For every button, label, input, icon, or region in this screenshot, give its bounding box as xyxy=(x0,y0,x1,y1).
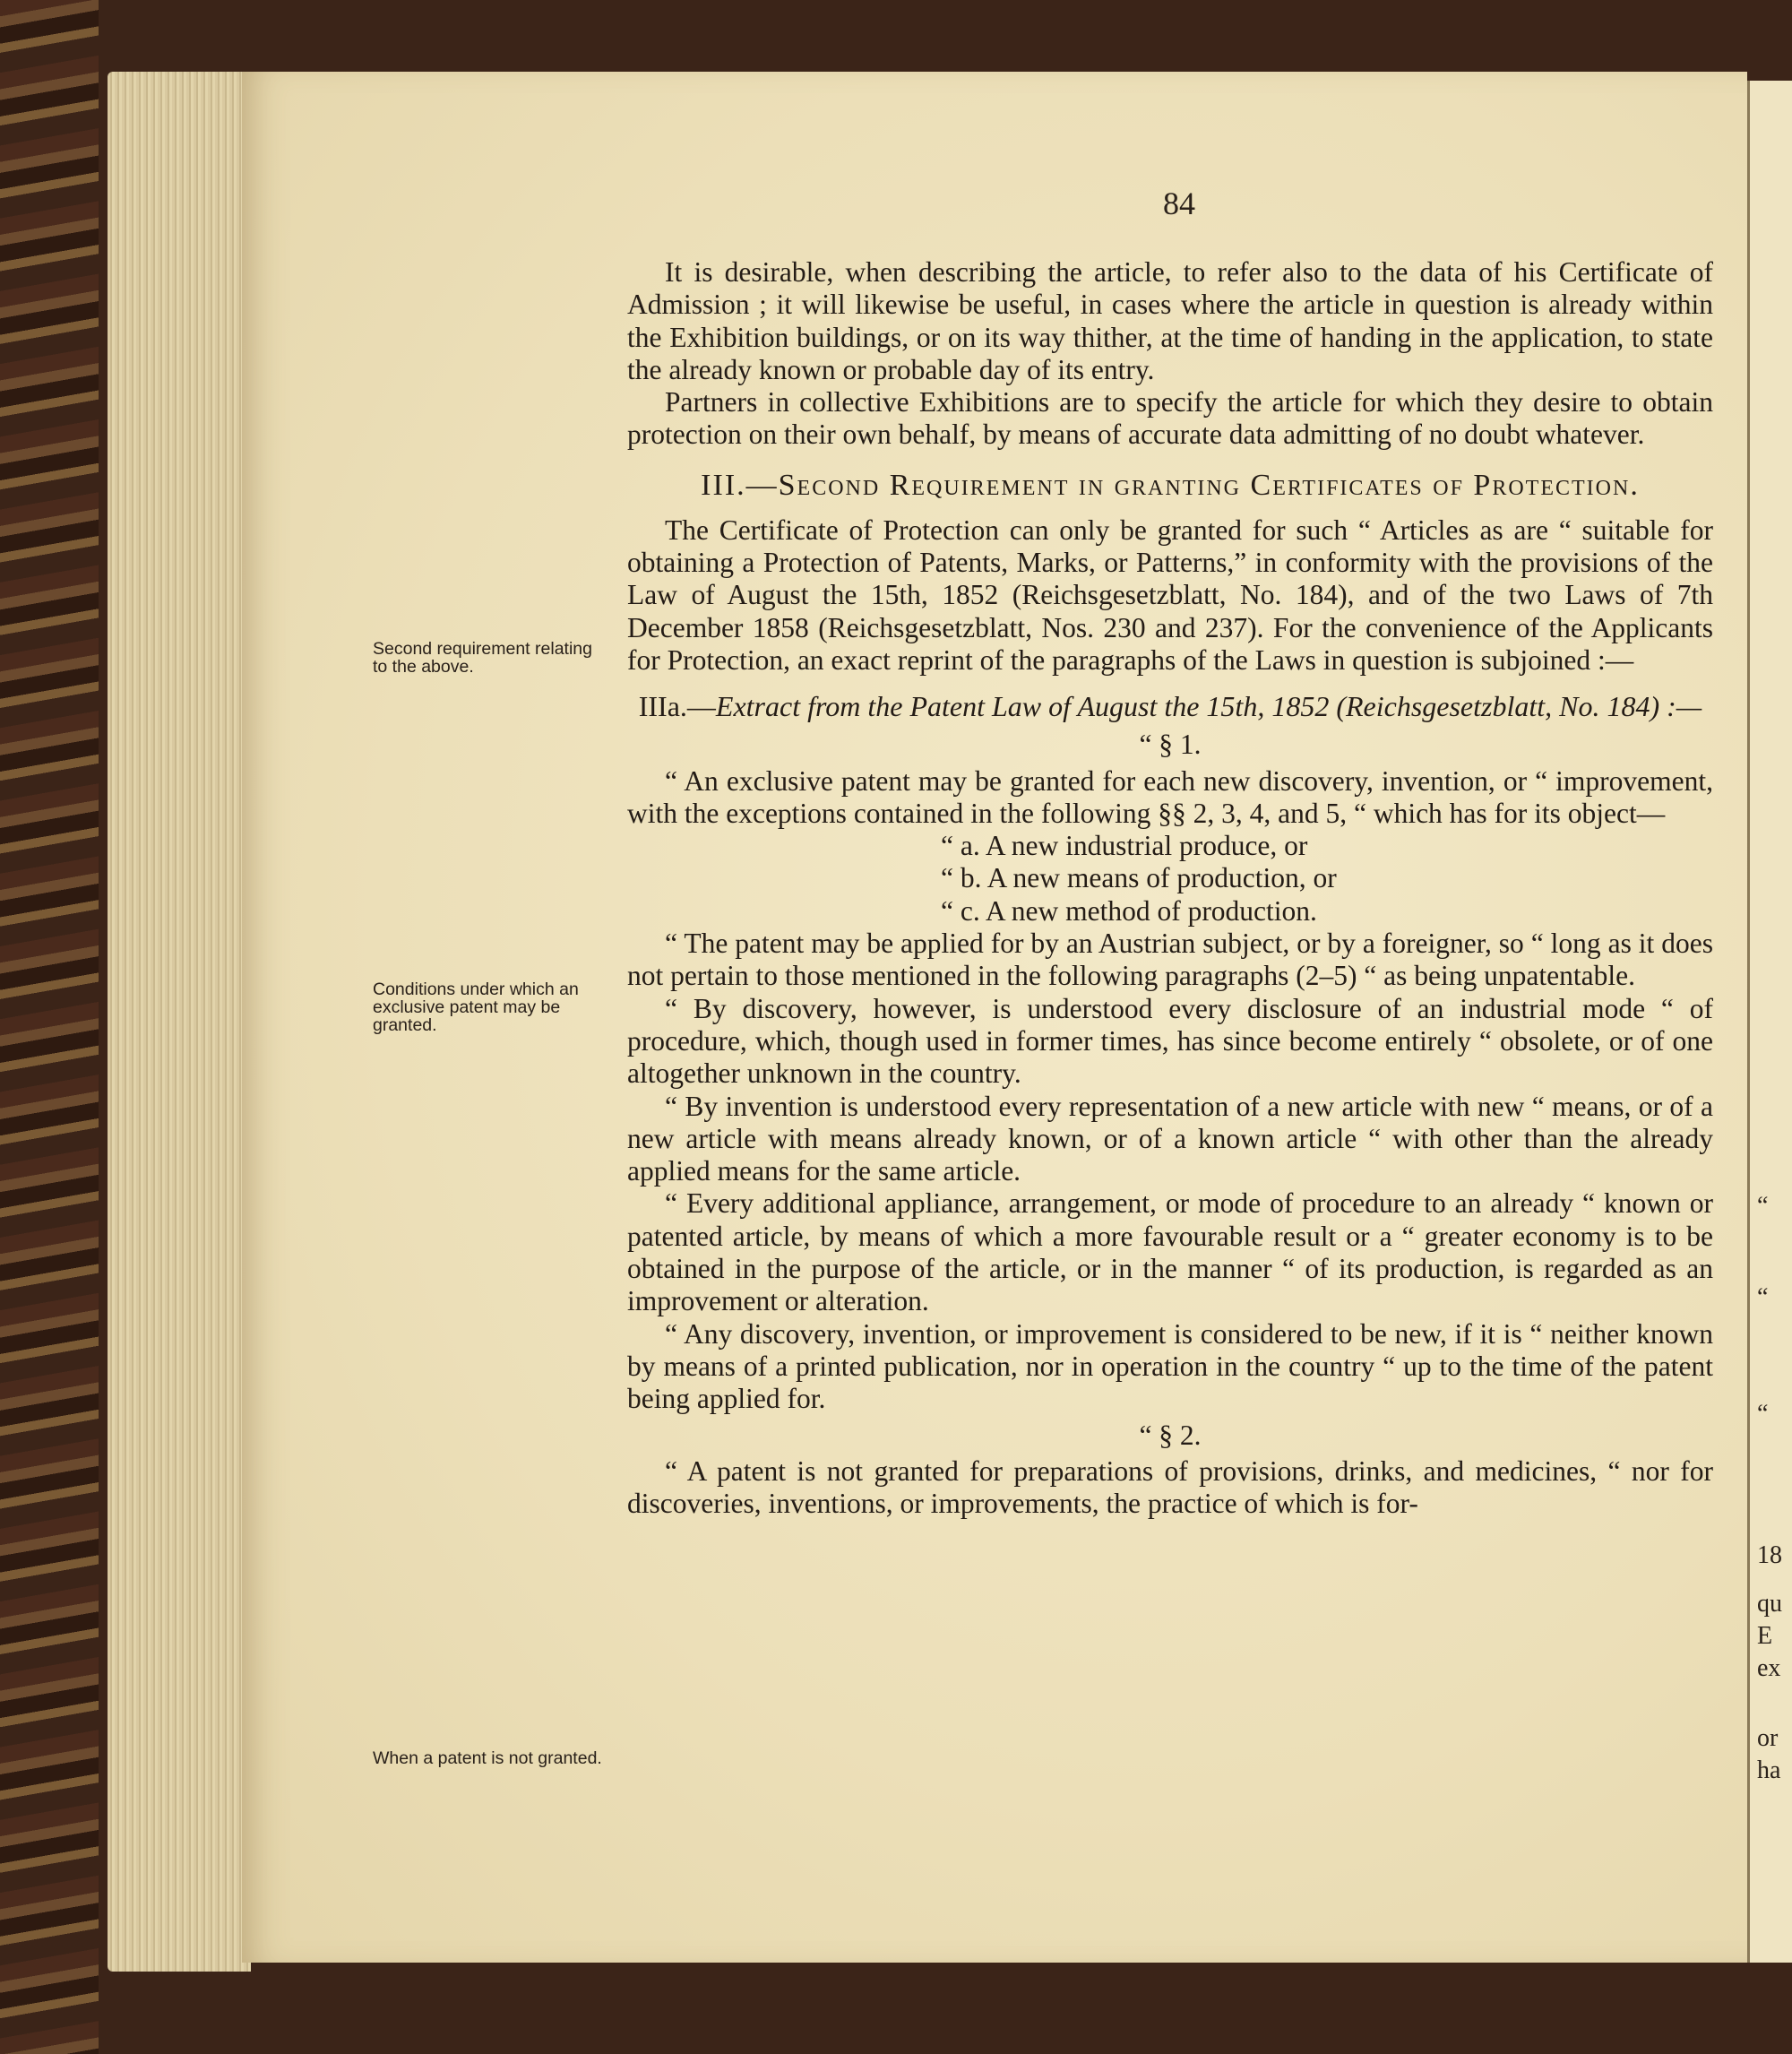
subsection-heading-prefix: IIIa.— xyxy=(638,690,716,723)
paragraph: “ The patent may be applied for by an Austrian subject, or by a foreigner, so “ long as it does not pertain to those mentioned in the following paragraphs (2–5) “ as being unpatentable. xyxy=(627,928,1713,992)
facing-page-fragment: ex xyxy=(1757,1654,1781,1682)
paragraph: It is desirable, when describing the article, to refer also to the data of his Certificate of Admission ; it will likewise be useful, in cases where the article in question is already within the Exhibition buildings, or on its way thither, at the time of handing in the application, to state the already known or probable day of its entry. xyxy=(627,256,1713,385)
main-text xyxy=(627,256,1713,1520)
facing-page-fragment: “ xyxy=(1757,1400,1769,1428)
section-heading: III.—Second Requirement in granting Certificates of Protection. xyxy=(701,468,1640,502)
list-item: “ b. A new means of production, or xyxy=(941,862,1337,894)
facing-page-fragment: ha xyxy=(1757,1756,1781,1784)
facing-page-edge xyxy=(1747,81,1792,1963)
facing-page-fragment: “ xyxy=(1757,1283,1769,1311)
facing-page-fragment: qu xyxy=(1757,1590,1782,1618)
section-marker: “ § 2. xyxy=(1139,1419,1202,1451)
page-edges xyxy=(108,72,251,1972)
book-spine xyxy=(0,0,99,2054)
paragraph: “ An exclusive patent may be granted for each new discovery, invention, or “ improvement, with the exceptions contained in the following §§ 2, 3, 4, and 5, “ which has for its object— xyxy=(627,764,1713,829)
paragraph: Partners in collective Exhibitions are to specify the article for which they desire to obtain protection on their own behalf, by means of accurate data admitting of no doubt whatever. xyxy=(627,386,1713,451)
paragraph: “ By invention is understood every representation of a new article with new “ means, or of a new article with means already known, or of a known article “ with other than the already applied means for the same article. xyxy=(627,1090,1713,1187)
margin-note-conditions: Conditions under which an exclusive patent may be granted. xyxy=(373,980,579,1035)
margin-note-second-requirement: Second requirement relating to the above. xyxy=(373,639,592,677)
paragraph: “ By discovery, however, is understood every disclosure of an industrial mode “ of procedure, which, though used in former times, has since become entirely “ obsolete, or of one altogether unknown in the country. xyxy=(627,992,1713,1090)
subsection-heading-title: Extract from the Patent Law of August the 15th, 1852 (Reichsgesetzblatt, No. 184) :— xyxy=(715,690,1702,723)
facing-page-fragment: or xyxy=(1757,1724,1779,1752)
paragraph: “ A patent is not granted for preparations of provisions, drinks, and medicines, “ nor for discoveries, inventions, or improvements, the practice of which is for- xyxy=(627,1454,1713,1520)
paragraph: “ Every additional appliance, arrangement, or mode of procedure to an already “ known or patented article, by means of which a more favourable result or a “ greater economy is to be obtained in the purpose of the article, or in the manner “ of its production, is regarded as an improvement or alteration. xyxy=(627,1187,1713,1317)
paragraph: “ Any discovery, invention, or improvement is considered to be new, if it is “ neither known by means of a printed publication, nor in operation in the country “ up to the time of the patent being applied for. xyxy=(627,1317,1713,1415)
subsection-heading xyxy=(627,689,1713,723)
paragraph: The Certificate of Protection can only be granted for such “ Articles as are “ suitable for obtaining a Protection of Patents, Marks, or Patterns,” in conformity with the provisions of the Law of August the 15th, 1852 (Reichsgesetzblatt, No. 184), and of the two Laws of 7th December 1858 (Reichsgesetzblatt, Nos. 230 and 237). For the convenience of the Applicants for Protection, an exact reprint of the paragraphs of the Laws in question is subjoined :— xyxy=(627,514,1713,676)
section-marker: “ § 1. xyxy=(1139,729,1202,761)
facing-page-fragment: “ xyxy=(1757,1192,1769,1220)
list-item: “ a. A new industrial produce, or xyxy=(941,830,1308,862)
facing-page-fragment: 18 xyxy=(1757,1541,1782,1569)
page-number: 84 xyxy=(1163,186,1195,221)
facing-page-fragment: E xyxy=(1757,1622,1773,1650)
list-item: “ c. A new method of production. xyxy=(941,894,1317,927)
margin-note-not-granted: When a patent is not granted. xyxy=(373,1748,602,1768)
